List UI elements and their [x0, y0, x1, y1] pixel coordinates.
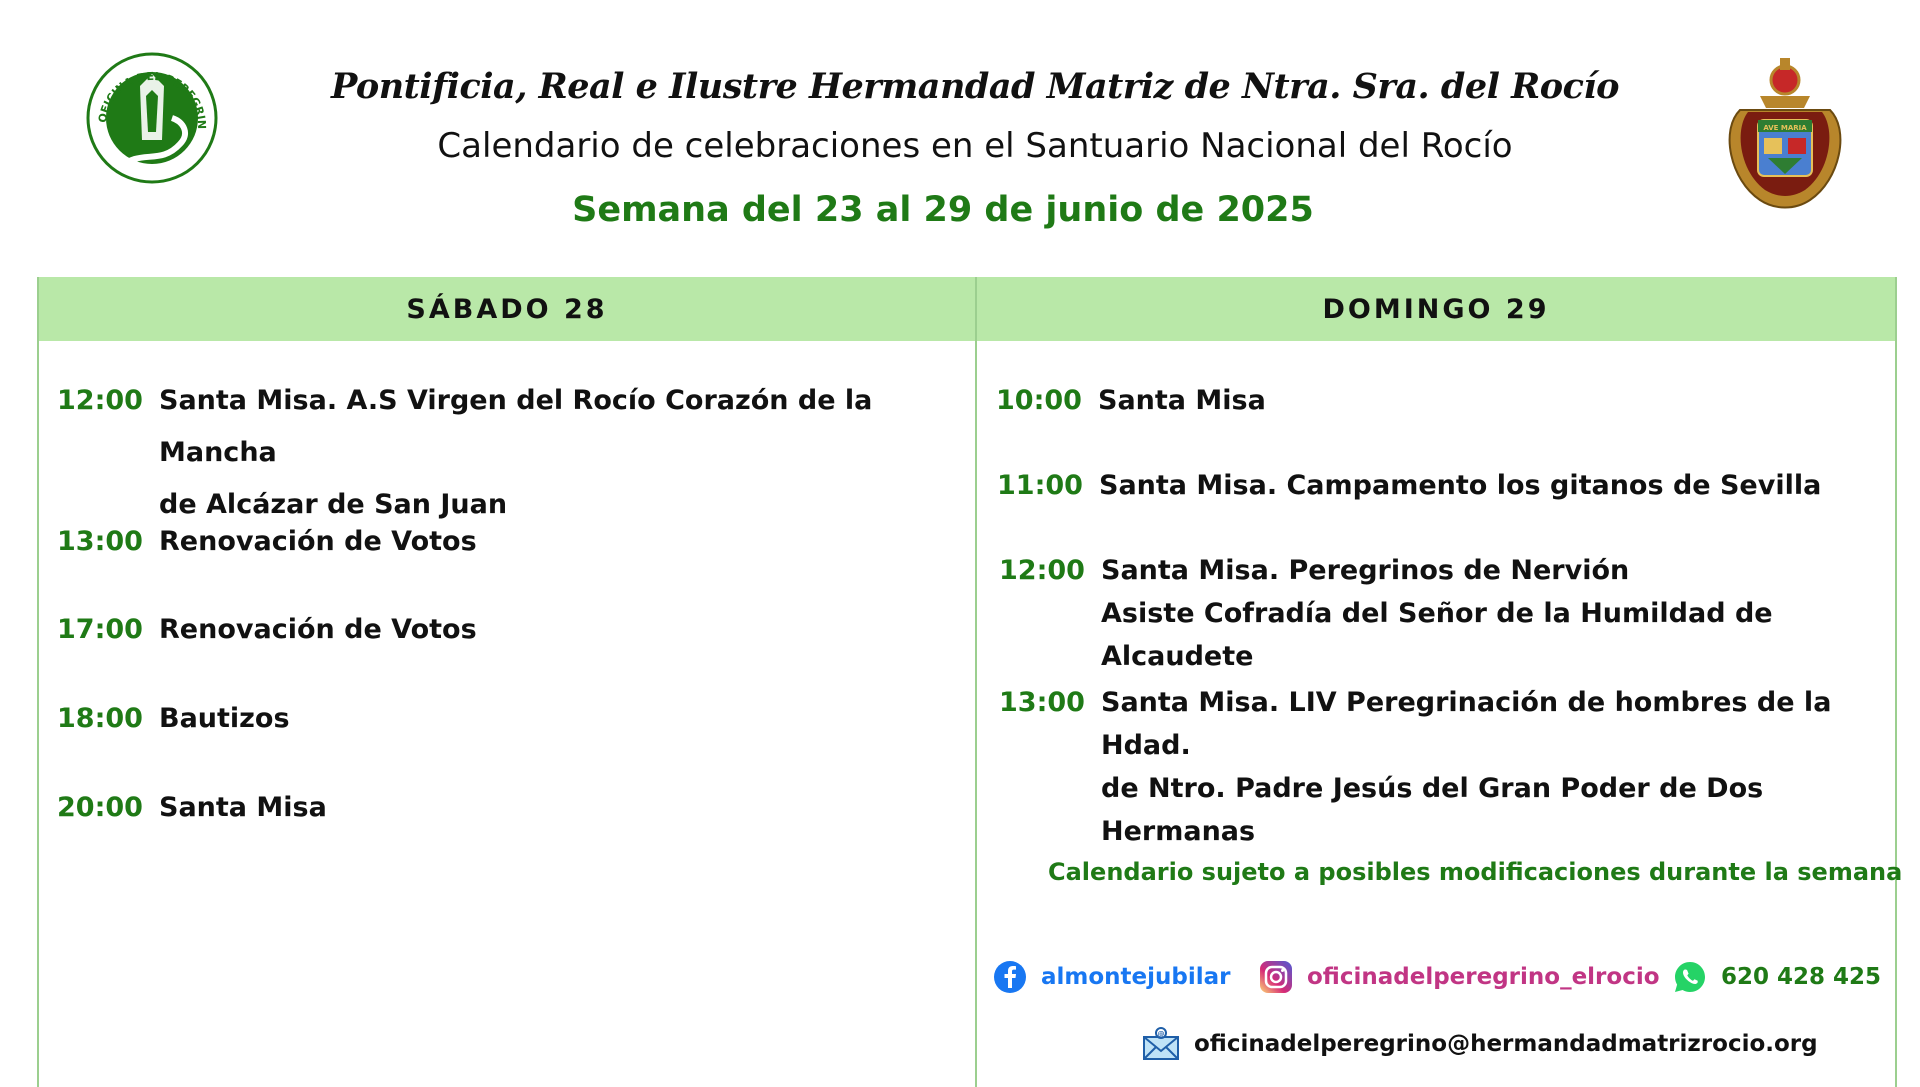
event-time: 12:00 — [999, 555, 1085, 586]
instagram-handle[interactable]: oficinadelperegrino_elrocio — [1307, 964, 1660, 990]
event-line: de Ntro. Padre Jesús del Gran Poder de Dos Hermanas — [1101, 773, 1764, 847]
event-line: Renovación de Votos — [159, 614, 477, 645]
email-contact[interactable] — [1142, 1027, 1818, 1061]
email-icon — [1142, 1027, 1180, 1061]
whatsapp-icon — [1673, 960, 1707, 994]
svg-text:@: @ — [1157, 1030, 1165, 1038]
event-line: Santa Misa. A.S Virgen del Rocío Corazón de la Mancha — [159, 385, 873, 468]
event-line: Asiste Cofradía del Señor de la Humildad de Alcaudete — [1101, 598, 1773, 672]
schedule-notice: Calendario sujeto a posibles modificaciones durante la semana — [1048, 858, 1903, 886]
whatsapp-contact[interactable] — [1673, 960, 1881, 994]
event-line: Bautizos — [159, 703, 290, 734]
email-address[interactable]: oficinadelperegrino@hermandadmatrizrocio.org — [1194, 1031, 1818, 1057]
event-line: Santa Misa. Peregrinos de Nervión — [1101, 555, 1630, 586]
event-time: 12:00 — [57, 385, 143, 416]
facebook-handle[interactable]: almontejubilar — [1041, 964, 1231, 990]
event-line: Santa Misa — [159, 792, 327, 823]
saturday-heading: SÁBADO 28 — [39, 277, 975, 341]
event-line: de Alcázar de San Juan — [159, 489, 508, 520]
whatsapp-number[interactable]: 620 428 425 — [1721, 964, 1882, 990]
event-time: 13:00 — [57, 526, 143, 557]
facebook-contact[interactable] — [993, 960, 1231, 994]
event-time: 10:00 — [996, 385, 1082, 416]
event-time: 17:00 — [57, 614, 143, 645]
sunday-heading: DOMINGO 29 — [977, 277, 1895, 341]
instagram-contact[interactable] — [1259, 960, 1660, 994]
event-line: Santa Misa. Campamento los gitanos de Sevilla — [1099, 470, 1822, 501]
logo-left-text: OFICINA DEL PEREGRIN — [95, 69, 209, 130]
page-title: Pontificia, Real e Ilustre Hermandad Matriz de Ntra. Sra. del Rocío — [330, 66, 1620, 107]
event-line: Renovación de Votos — [159, 526, 477, 557]
event-time: 20:00 — [57, 792, 143, 823]
facebook-icon — [993, 960, 1027, 994]
event-time: 11:00 — [997, 470, 1083, 501]
event-line: Santa Misa. LIV Peregrinación de hombres de la Hdad. — [1101, 687, 1832, 761]
instagram-icon — [1259, 960, 1293, 994]
event-line: Santa Misa — [1098, 385, 1266, 416]
event-time: 18:00 — [57, 703, 143, 734]
page-subtitle: Calendario de celebraciones en el Santuario Nacional del Rocío — [437, 126, 1513, 166]
logo-right-text: AVE MARIA — [1763, 124, 1807, 132]
event-time: 13:00 — [999, 687, 1085, 718]
week-label: Semana del 23 al 29 de junio de 2025 — [572, 190, 1314, 230]
